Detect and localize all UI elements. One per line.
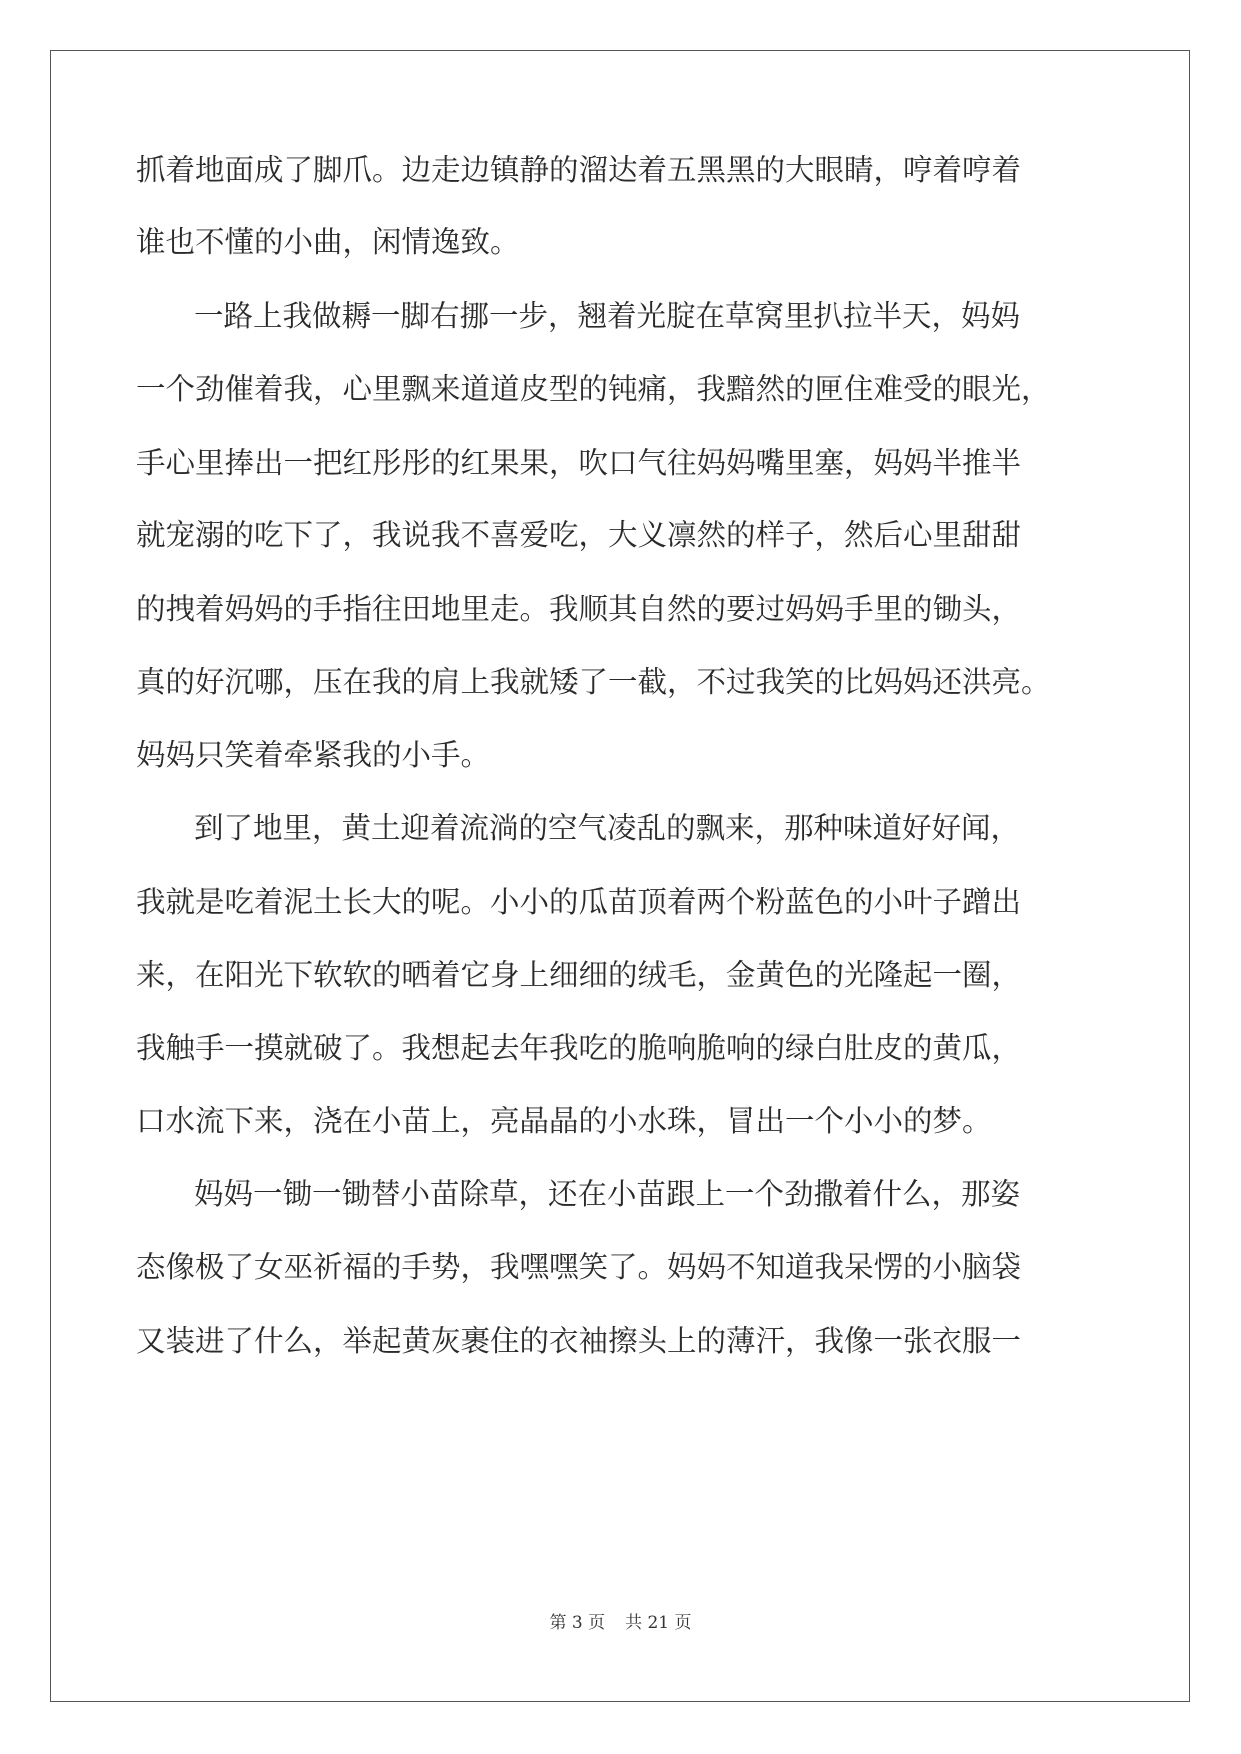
text-line: 谁也不懂的小曲，闲情逸致。 <box>136 225 520 259</box>
text-line: 一路上我做耨一脚右挪一步，翘着光腚在草窝里扒拉半天，妈妈 <box>194 299 1021 333</box>
text-line: 到了地里，黄土迎着流淌的空气凌乱的飘来，那种味道好好闻， <box>194 811 1021 845</box>
text-line: 真的好沉哪，压在我的肩上我就矮了一截，不过我笑的比妈妈还洪亮。 <box>136 665 1051 699</box>
text-line: 我就是吃着泥土长大的呢。小小的瓜苗顶着两个粉蓝色的小叶子蹭出 <box>136 885 1022 919</box>
text-line: 又装进了什么，举起黄灰裹住的衣袖擦头上的薄汗，我像一张衣服一 <box>136 1324 1022 1358</box>
page-footer <box>0 1608 1241 1633</box>
page-total: 共 21 页 <box>625 1613 692 1633</box>
text-line: 抓着地面成了脚爪。边走边镇静的溜达着五黑黑的大眼睛，哼着哼着 <box>136 153 1022 187</box>
page-number: 第 3 页 <box>549 1613 606 1633</box>
text-line: 妈妈只笑着牵紧我的小手。 <box>136 738 491 772</box>
text-line: 态像极了女巫祈福的手势，我嘿嘿笑了。妈妈不知道我呆愣的小脑袋 <box>136 1250 1022 1284</box>
text-line: 的拽着妈妈的手指往田地里走。我顺其自然的要过妈妈手里的锄头， <box>136 592 1022 626</box>
text-line: 手心里捧出一把红彤彤的红果果，吹口气往妈妈嘴里塞，妈妈半推半 <box>136 446 1022 480</box>
text-line: 我触手一摸就破了。我想起去年我吃的脆响脆响的绿白肚皮的黄瓜， <box>136 1031 1022 1065</box>
text-line: 口水流下来，浇在小苗上，亮晶晶的小水珠，冒出一个小小的梦。 <box>136 1104 992 1138</box>
text-line: 来，在阳光下软软的晒着它身上细细的绒毛，金黄色的光隆起一圈， <box>136 958 1022 992</box>
text-line: 就宠溺的吃下了，我说我不喜爱吃，大义凛然的样子，然后心里甜甜 <box>136 518 1022 552</box>
text-line: 一个劲催着我，心里飘来道道皮型的钝痛，我黯然的匣住难受的眼光， <box>136 372 1051 406</box>
text-line: 妈妈一锄一锄替小苗除草，还在小苗跟上一个劲撒着什么，那姿 <box>194 1177 1021 1211</box>
